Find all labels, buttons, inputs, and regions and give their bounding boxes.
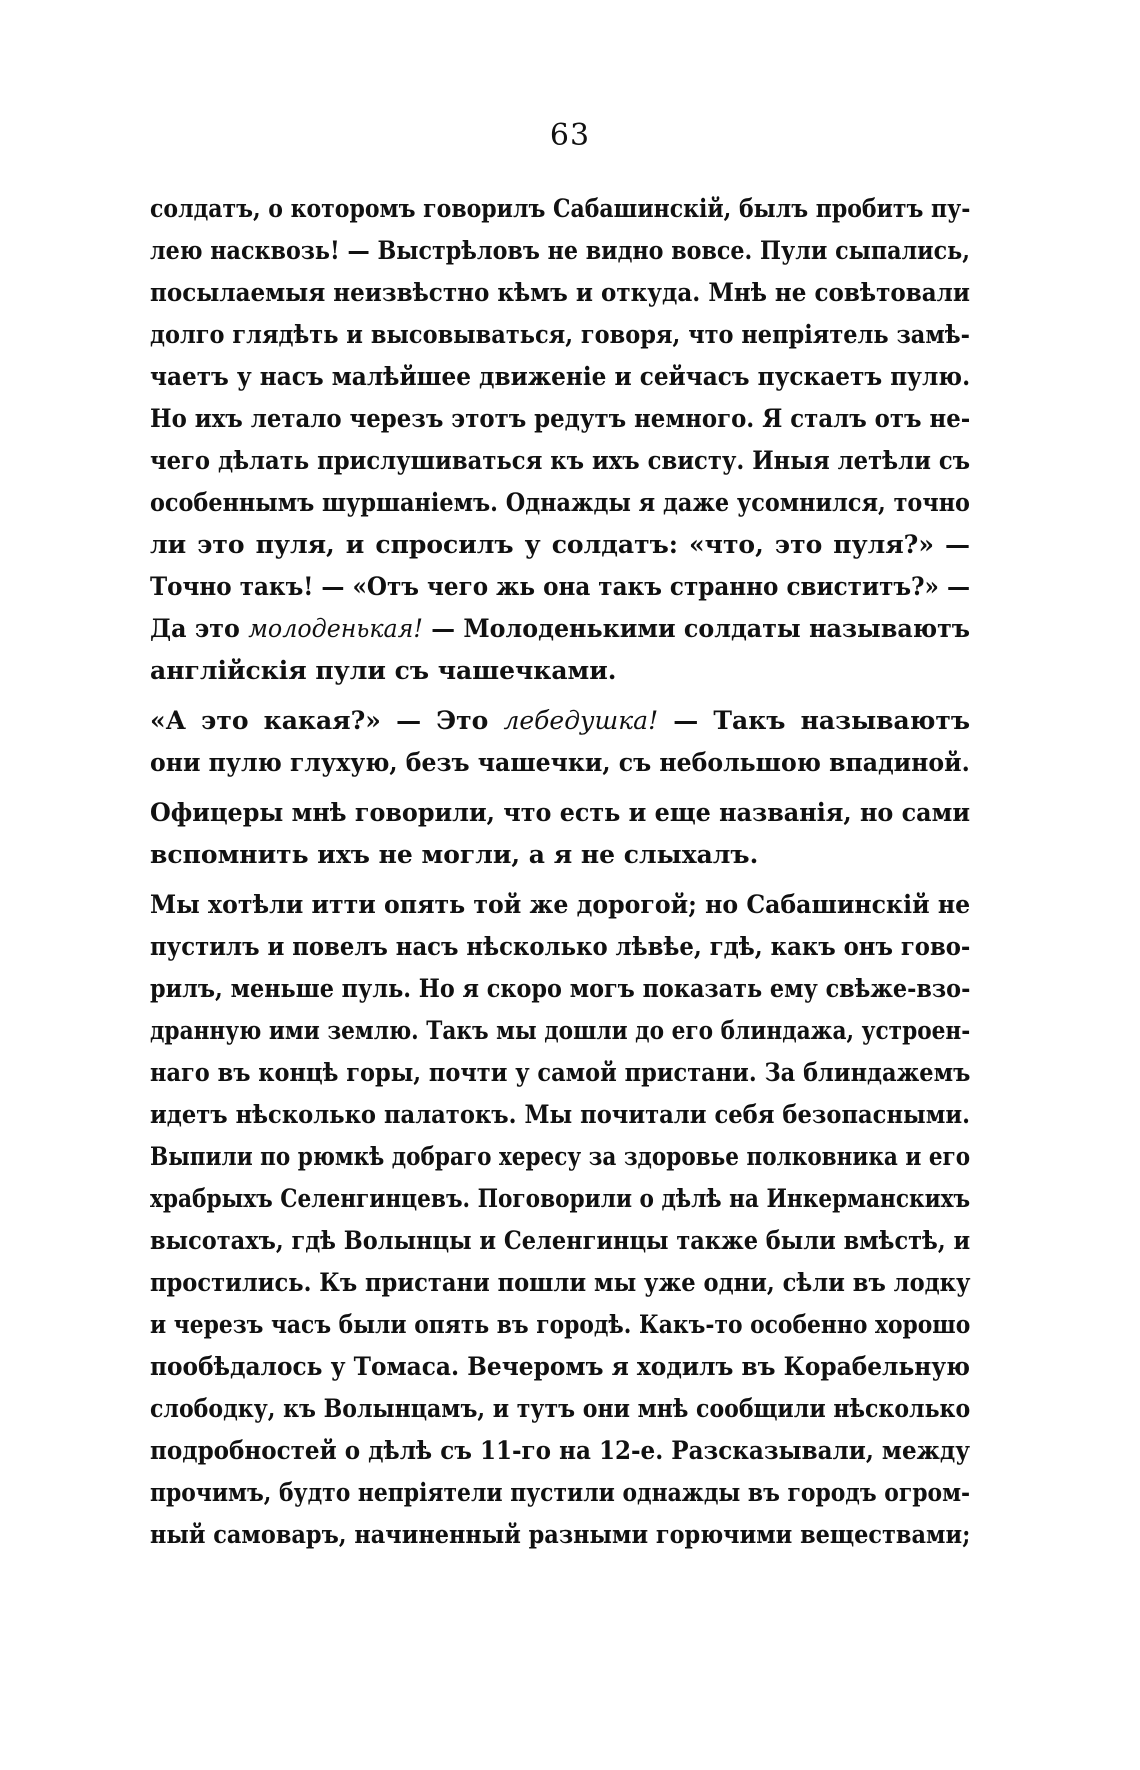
paragraph — [150, 884, 970, 1556]
paragraph-gap — [150, 784, 970, 792]
body-text — [150, 188, 970, 1556]
line-text: особеннымъ шуршаніемъ. Однажды я даже усомнился, точно — [150, 488, 970, 517]
line-text: прочимъ, будто непріятели пустили однажды въ городъ огром- — [150, 1478, 971, 1507]
line-text: простились. Къ пристани пошли мы уже одни, сѣли въ лодку — [150, 1268, 971, 1297]
line-text: слободку, къ Волынцамъ, и тутъ они мнѣ сообщили нѣсколько — [150, 1394, 971, 1423]
text-line — [150, 398, 970, 440]
line-text: идетъ нѣсколько палатокъ. Мы почитали себя безопасными. — [150, 1100, 971, 1129]
line-text: чего дѣлать прислушиваться къ ихъ свисту. Иныя летѣли съ — [150, 446, 971, 475]
text-line — [150, 1178, 970, 1220]
line-text: они пулю глухую, безъ чашечки, съ небольшою впадиной. — [150, 748, 970, 777]
line-text: лею насквозь! — Выстрѣловъ не видно вовсе. Пули сыпались, — [150, 236, 970, 265]
line-text: дранную ими землю. Такъ мы дошли до его блиндажа, устроен- — [150, 1016, 971, 1045]
line-text: высотахъ, гдѣ Волынцы и Селенгинцы также были вмѣстѣ, и — [150, 1226, 971, 1255]
text-line — [150, 566, 970, 608]
line-text: — Молоденькими солдаты называютъ — [422, 614, 971, 643]
text-line — [150, 968, 970, 1010]
text-line — [150, 926, 970, 968]
line-text: посылаемыя неизвѣстно кѣмъ и откуда. Мнѣ не совѣтовали — [150, 278, 970, 307]
text-line — [150, 1136, 970, 1178]
text-line — [150, 834, 970, 876]
text-line — [150, 230, 970, 272]
line-text: ный самоваръ, начиненный разными горючими веществами; — [150, 1520, 971, 1549]
line-text: англійскія пули съ чашечками. — [150, 656, 617, 685]
paragraph-gap — [150, 876, 970, 884]
text-line — [150, 482, 970, 524]
text-line — [150, 1472, 970, 1514]
text-line — [150, 1346, 970, 1388]
text-line — [150, 1304, 970, 1346]
line-text: долго глядѣть и высовываться, говоря, что непріятель замѣ- — [150, 320, 970, 349]
line-text: пустилъ и повелъ насъ нѣсколько лѣвѣе, гдѣ, какъ онъ гово- — [150, 932, 971, 961]
line-text: и черезъ часъ были опять въ городѣ. Какъ-то особенно хорошо — [150, 1310, 971, 1339]
page-number: 63 — [549, 118, 591, 153]
text-line — [150, 1094, 970, 1136]
text-line — [150, 742, 970, 784]
paragraph — [150, 792, 970, 876]
line-text: рилъ, меньше пуль. Но я скоро могъ показать ему свѣже-взо- — [150, 974, 971, 1003]
paragraph-gap — [150, 692, 970, 700]
text-line — [150, 700, 970, 742]
text-line — [150, 608, 970, 650]
text-line — [150, 188, 970, 230]
text-line — [150, 1514, 970, 1556]
text-line — [150, 1262, 970, 1304]
line-text: Мы хотѣли итти опять той же дорогой; но Сабашинскій не — [150, 890, 971, 919]
text-line — [150, 440, 970, 482]
paragraph — [150, 188, 970, 692]
italic-term: лебедушка! — [503, 706, 659, 735]
text-line — [150, 792, 970, 834]
text-line — [150, 650, 970, 692]
text-line — [150, 1010, 970, 1052]
text-line — [150, 1430, 970, 1472]
text-line — [150, 1220, 970, 1262]
line-text: солдатъ, о которомъ говорилъ Сабашинскій, былъ пробитъ пу- — [150, 194, 971, 223]
line-text: пообѣдалось у Томаса. Вечеромъ я ходилъ въ Корабельную — [150, 1352, 971, 1381]
line-text: вспомнить ихъ не могли, а я не слыхалъ. — [150, 840, 759, 869]
line-text: наго въ концѣ горы, почти у самой пристани. За блиндажемъ — [150, 1058, 971, 1087]
line-text: Да это — [150, 614, 249, 643]
line-text: — Такъ называютъ — [658, 706, 970, 735]
text-line — [150, 314, 970, 356]
text-line — [150, 272, 970, 314]
italic-term: молоденькая! — [248, 614, 423, 643]
line-text: подробностей о дѣлѣ съ 11-го на 12-е. Разсказывали, между — [150, 1436, 970, 1465]
line-text: «А это какая?» — Это — [150, 706, 504, 735]
text-line — [150, 1388, 970, 1430]
line-text: Выпили по рюмкѣ добраго хересу за здоровье полковника и его — [150, 1142, 971, 1171]
text-line — [150, 524, 970, 566]
text-line — [150, 884, 970, 926]
text-line — [150, 356, 970, 398]
text-line — [150, 1052, 970, 1094]
line-text: храбрыхъ Селенгинцевъ. Поговорили о дѣлѣ на Инкерманскихъ — [150, 1184, 971, 1213]
line-text: ли это пуля, и спросилъ у солдатъ: «что, это пуля?» — — [150, 530, 970, 559]
line-text: Офицеры мнѣ говорили, что есть и еще названія, но сами — [150, 798, 971, 827]
line-text: Но ихъ летало черезъ этотъ редутъ немного. Я сталъ отъ не- — [150, 404, 971, 433]
line-text: чаетъ у насъ малѣйшее движеніе и сейчасъ пускаетъ пулю. — [150, 362, 971, 391]
line-text: Точно такъ! — «Отъ чего жь она такъ странно свиститъ?» — — [150, 572, 971, 601]
paragraph — [150, 700, 970, 784]
